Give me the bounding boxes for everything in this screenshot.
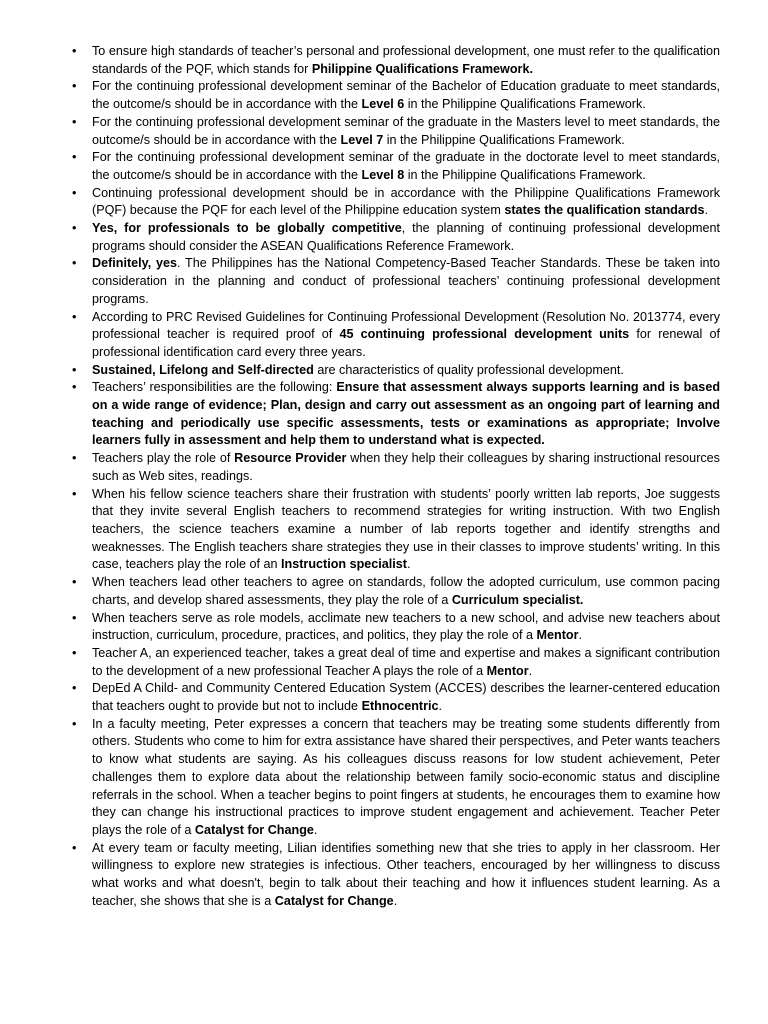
list-item-text: [92, 256, 720, 305]
list-item: [72, 149, 720, 184]
list-item-text: [92, 487, 720, 572]
list-item-text: [92, 363, 624, 377]
bullet-icon: •: [72, 185, 77, 200]
bold-text: Instruction specialist: [281, 557, 407, 572]
list-item-text: [92, 310, 720, 359]
bullet-icon: •: [72, 380, 77, 395]
list-item-text: [92, 841, 720, 908]
text: . The Philippines has the National Competency-Based Teacher Standards. These be taken into consideration in the planning and conduct of professional teachers’ continuing professional development programs.: [92, 256, 720, 306]
text: .: [407, 557, 411, 572]
list-item: [72, 185, 720, 220]
bullet-icon: •: [72, 256, 77, 271]
text: Teacher A, an experienced teacher, takes a great deal of time and expertise and makes a significant contribution to the development of a new professional Teacher A plays the role of a: [92, 645, 720, 678]
bullet-list: [72, 43, 720, 910]
text: For the continuing professional development seminar of the Bachelor of Education graduate to meet standards, the outcome/s should be in accordance with the: [92, 79, 720, 112]
text: Teachers’ responsibilities are the following:: [92, 380, 337, 395]
text: According to PRC Revised Guidelines for Continuing Professional Development (Resolution No. 2013774, every professional teacher is required proof of: [92, 309, 720, 342]
list-item-text: [92, 451, 720, 483]
bullet-icon: •: [72, 451, 77, 466]
list-item: [72, 78, 720, 113]
text: for renewal of professional identification card every three years.: [92, 327, 720, 359]
bold-text: Level 7: [340, 132, 384, 147]
bullet-icon: •: [72, 309, 77, 324]
bullet-icon: •: [72, 681, 77, 696]
text: are characteristics of quality professional development.: [313, 362, 624, 377]
text: .: [528, 663, 533, 678]
bullet-icon: •: [72, 610, 77, 625]
list-item-text: [92, 44, 720, 76]
bold-text: Mentor: [486, 663, 529, 678]
bold-text: Philippine Qualifications Framework.: [311, 61, 533, 76]
list-item-text: [92, 186, 720, 218]
bold-text: Yes, for professionals to be globally competitive: [92, 221, 402, 236]
list-item: [72, 309, 720, 362]
list-item-text: [92, 611, 720, 643]
list-item: [72, 43, 720, 78]
list-item: [72, 610, 720, 645]
bold-text: Sustained, Lifelong and Self-directed: [92, 362, 314, 377]
list-item-text: [92, 79, 720, 111]
list-item: [72, 362, 720, 380]
text: .: [578, 628, 582, 643]
bullet-icon: •: [72, 150, 77, 165]
text: .: [704, 203, 708, 218]
bullet-icon: •: [72, 79, 77, 94]
bold-text: Ethnocentric: [361, 699, 439, 714]
bold-text: Definitely, yes: [92, 256, 178, 271]
list-item: [72, 379, 720, 450]
bold-text: Ensure that assessment always supports learning and is based on a wide range of evidence; Plan, design and carry out assessment as an ongoing part of learning and teaching and periodically use specific assessments, tests or examinations as appropriate; Involve learners fully in assessment and help them to understand what is expected.: [92, 380, 721, 448]
text: Continuing professional development should be in accordance with the Philippine Qualifications Framework (PQF) because the PQF for each level of the Philippine education system: [92, 185, 720, 218]
text: .: [313, 822, 318, 837]
bullet-icon: •: [72, 840, 77, 855]
list-item: [72, 255, 720, 308]
list-item: [72, 716, 720, 840]
bold-text: Catalyst for Change: [194, 822, 314, 837]
list-item: [72, 645, 720, 680]
text: At every team or faculty meeting, Lilian identifies something new that she tries to apply in her classroom. Her willingness to explore new strategies is infectious. Other teachers, encouraged by her willingness to discuss what works and what doesn't, begin to talk about their teaching and how it influences student learning. As a teacher, she shows that she is a: [92, 840, 720, 908]
list-item: [72, 220, 720, 255]
list-item-text: [92, 115, 720, 147]
text: When his fellow science teachers share their frustration with students’ poorly written lab reports, Joe suggests that they invite several English teachers to recommend strategies for writing instruction. With two English teachers, the science teachers examine a number of lab reports together and identify strengths and weaknesses. The English teachers share strategies they use in their classes to improve students’ writing. In this case, teachers play the role of an: [92, 486, 720, 572]
text: .: [438, 699, 443, 714]
text: When teachers serve as role models, acclimate new teachers to a new school, and advise new teachers about instruction, curriculum, procedure, practices, and politics, they play the role of a: [92, 610, 720, 643]
text: To ensure high standards of teacher’s personal and professional development, one must refer to the qualification standards of the PQF, which stands for: [92, 44, 720, 76]
text: in the Philippine Qualifications Framework.: [404, 167, 646, 182]
list-item: [72, 840, 720, 911]
text: DepEd A Child- and Community Centered Education System (ACCES) describes the learner-centered education that teachers ought to provide but not to include: [92, 681, 720, 714]
bullet-icon: •: [72, 44, 77, 58]
bullet-icon: •: [72, 221, 77, 236]
bold-text: Curriculum specialist.: [451, 592, 584, 607]
list-item-text: [92, 717, 720, 837]
bold-text: Level 6: [361, 97, 405, 112]
bullet-icon: •: [72, 114, 77, 129]
bold-text: Resource Provider: [234, 451, 347, 466]
bold-text: 45 continuing professional development units: [339, 327, 630, 342]
bold-text: Mentor: [536, 628, 579, 643]
text: in the Philippine Qualifications Framework.: [404, 97, 646, 112]
list-item-text: [92, 150, 720, 182]
list-item-text: [92, 575, 720, 607]
bullet-icon: •: [72, 362, 77, 377]
bold-text: Level 8: [361, 167, 405, 182]
list-item-text: [92, 380, 720, 447]
bullet-icon: •: [72, 716, 77, 731]
text: In a faculty meeting, Peter expresses a concern that teachers may be treating some students differently from others. Students who come to him for extra assistance have shared their perspectives, and Peter wants teachers to know what students are saying. As his colleagues discuss reasons for low student achievement, Peter challenges them to explore data about the relationship between family socio-economic status and discipline referrals in the school. When a teacher begins to point fingers at students, he encourages them to examine how they can change his instructional practices to improve student engagement and achievement. Teacher Peter plays the role of a: [92, 716, 720, 837]
text: when they help their colleagues by sharing instructional resources such as Web sites, readings.: [92, 451, 720, 483]
bullet-icon: •: [72, 575, 77, 590]
list-item: [72, 114, 720, 149]
list-item: [72, 680, 720, 715]
text: .: [393, 893, 398, 908]
text: For the continuing professional development seminar of the graduate in the Masters level to meet standards, the outcome/s should be in accordance with the: [92, 114, 720, 147]
list-item-text: [92, 681, 720, 713]
list-item-text: [92, 221, 720, 253]
bold-text: Catalyst for Change: [274, 893, 394, 908]
text: For the continuing professional development seminar of the graduate in the doctorate level to meet standards, the outcome/s should be in accordance with the: [92, 150, 720, 182]
text: in the Philippine Qualifications Framework.: [383, 132, 625, 147]
bullet-icon: •: [72, 645, 77, 660]
list-item-text: [92, 646, 720, 678]
list-item: [72, 574, 720, 609]
text: Teachers play the role of: [92, 451, 235, 466]
bullet-icon: •: [72, 486, 77, 501]
text: , the planning of continuing professional development programs should consider the ASEAN Qualifications Reference Framework.: [92, 221, 720, 253]
list-item: [72, 450, 720, 485]
bold-text: states the qualification standards: [504, 203, 705, 218]
text: When teachers lead other teachers to agree on standards, follow the adopted curriculum, use common pacing charts, and develop shared assessments, they play the role of a: [92, 575, 720, 607]
list-item: [72, 486, 720, 575]
